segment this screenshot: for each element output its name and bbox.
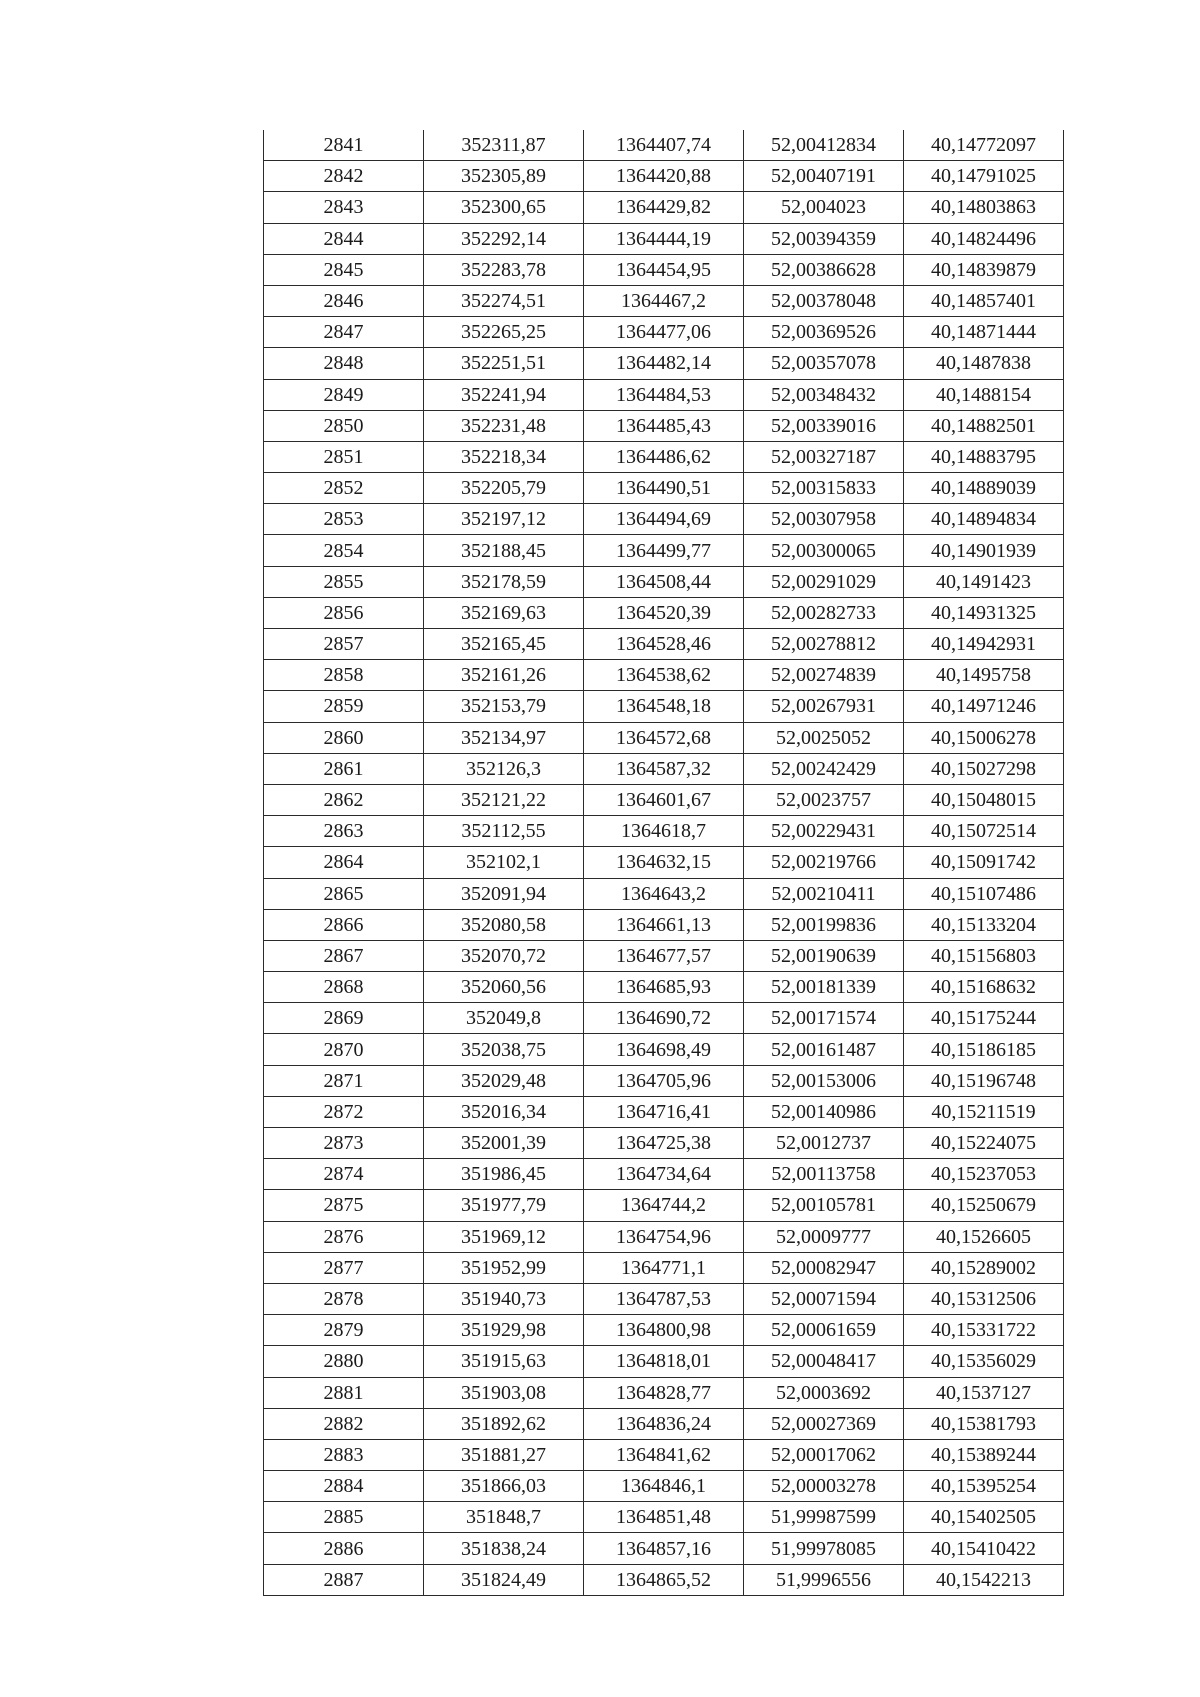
y-coordinate-cell: 1364508,44 (584, 566, 744, 597)
longitude-cell: 40,15410422 (904, 1533, 1064, 1564)
latitude-cell: 52,00357078 (744, 348, 904, 379)
point-number-cell: 2882 (264, 1408, 424, 1439)
x-coordinate-cell: 351838,24 (424, 1533, 584, 1564)
y-coordinate-cell: 1364477,06 (584, 317, 744, 348)
coordinates-table-body (264, 130, 1064, 1595)
latitude-cell: 52,00378048 (744, 285, 904, 316)
latitude-cell: 52,00048417 (744, 1346, 904, 1377)
y-coordinate-cell: 1364685,93 (584, 972, 744, 1003)
longitude-cell: 40,14772097 (904, 130, 1064, 161)
y-coordinate-cell: 1364467,2 (584, 285, 744, 316)
latitude-cell: 52,00082947 (744, 1252, 904, 1283)
x-coordinate-cell: 351929,98 (424, 1315, 584, 1346)
longitude-cell: 40,1537127 (904, 1377, 1064, 1408)
longitude-cell: 40,15196748 (904, 1065, 1064, 1096)
x-coordinate-cell: 352134,97 (424, 722, 584, 753)
latitude-cell: 52,00210411 (744, 878, 904, 909)
x-coordinate-cell: 352169,63 (424, 597, 584, 628)
table-row (264, 1003, 1064, 1034)
longitude-cell: 40,15133204 (904, 909, 1064, 940)
y-coordinate-cell: 1364429,82 (584, 192, 744, 223)
point-number-cell: 2843 (264, 192, 424, 223)
table-row (264, 1159, 1064, 1190)
table-row (264, 1533, 1064, 1564)
point-number-cell: 2876 (264, 1221, 424, 1252)
longitude-cell: 40,14889039 (904, 473, 1064, 504)
x-coordinate-cell: 352070,72 (424, 940, 584, 971)
latitude-cell: 51,9996556 (744, 1564, 904, 1595)
latitude-cell: 52,00199836 (744, 909, 904, 940)
longitude-cell: 40,14871444 (904, 317, 1064, 348)
table-row (264, 1128, 1064, 1159)
x-coordinate-cell: 351848,7 (424, 1502, 584, 1533)
table-row (264, 1034, 1064, 1065)
point-number-cell: 2852 (264, 473, 424, 504)
table-row (264, 504, 1064, 535)
y-coordinate-cell: 1364454,95 (584, 254, 744, 285)
point-number-cell: 2875 (264, 1190, 424, 1221)
latitude-cell: 52,00291029 (744, 566, 904, 597)
x-coordinate-cell: 352311,87 (424, 130, 584, 161)
coordinates-table (263, 130, 1064, 1596)
latitude-cell: 51,99978085 (744, 1533, 904, 1564)
latitude-cell: 52,00027369 (744, 1408, 904, 1439)
point-number-cell: 2881 (264, 1377, 424, 1408)
point-number-cell: 2850 (264, 410, 424, 441)
longitude-cell: 40,1526605 (904, 1221, 1064, 1252)
longitude-cell: 40,14931325 (904, 597, 1064, 628)
point-number-cell: 2877 (264, 1252, 424, 1283)
longitude-cell: 40,15395254 (904, 1471, 1064, 1502)
y-coordinate-cell: 1364754,96 (584, 1221, 744, 1252)
longitude-cell: 40,15091742 (904, 847, 1064, 878)
table-row (264, 660, 1064, 691)
point-number-cell: 2851 (264, 441, 424, 472)
x-coordinate-cell: 351903,08 (424, 1377, 584, 1408)
x-coordinate-cell: 352305,89 (424, 161, 584, 192)
table-row (264, 1471, 1064, 1502)
table-row (264, 816, 1064, 847)
x-coordinate-cell: 351881,27 (424, 1439, 584, 1470)
y-coordinate-cell: 1364494,69 (584, 504, 744, 535)
y-coordinate-cell: 1364444,19 (584, 223, 744, 254)
y-coordinate-cell: 1364698,49 (584, 1034, 744, 1065)
point-number-cell: 2885 (264, 1502, 424, 1533)
longitude-cell: 40,15156803 (904, 940, 1064, 971)
table-row (264, 1221, 1064, 1252)
longitude-cell: 40,15224075 (904, 1128, 1064, 1159)
latitude-cell: 52,00412834 (744, 130, 904, 161)
latitude-cell: 52,00113758 (744, 1159, 904, 1190)
point-number-cell: 2841 (264, 130, 424, 161)
point-number-cell: 2871 (264, 1065, 424, 1096)
latitude-cell: 52,004023 (744, 192, 904, 223)
latitude-cell: 52,00105781 (744, 1190, 904, 1221)
x-coordinate-cell: 352161,26 (424, 660, 584, 691)
longitude-cell: 40,14883795 (904, 441, 1064, 472)
y-coordinate-cell: 1364482,14 (584, 348, 744, 379)
point-number-cell: 2880 (264, 1346, 424, 1377)
table-row (264, 223, 1064, 254)
longitude-cell: 40,15006278 (904, 722, 1064, 753)
x-coordinate-cell: 352126,3 (424, 753, 584, 784)
latitude-cell: 52,0009777 (744, 1221, 904, 1252)
y-coordinate-cell: 1364643,2 (584, 878, 744, 909)
x-coordinate-cell: 352265,25 (424, 317, 584, 348)
latitude-cell: 52,00369526 (744, 317, 904, 348)
longitude-cell: 40,14791025 (904, 161, 1064, 192)
latitude-cell: 52,00339016 (744, 410, 904, 441)
y-coordinate-cell: 1364787,53 (584, 1283, 744, 1314)
longitude-cell: 40,15186185 (904, 1034, 1064, 1065)
x-coordinate-cell: 352274,51 (424, 285, 584, 316)
point-number-cell: 2846 (264, 285, 424, 316)
x-coordinate-cell: 352121,22 (424, 784, 584, 815)
y-coordinate-cell: 1364490,51 (584, 473, 744, 504)
y-coordinate-cell: 1364865,52 (584, 1564, 744, 1595)
latitude-cell: 52,00348432 (744, 379, 904, 410)
longitude-cell: 40,15027298 (904, 753, 1064, 784)
table-row (264, 1096, 1064, 1127)
table-row (264, 1346, 1064, 1377)
table-row (264, 909, 1064, 940)
latitude-cell: 52,00171574 (744, 1003, 904, 1034)
y-coordinate-cell: 1364828,77 (584, 1377, 744, 1408)
longitude-cell: 40,15389244 (904, 1439, 1064, 1470)
table-row (264, 940, 1064, 971)
table-row (264, 597, 1064, 628)
latitude-cell: 52,00407191 (744, 161, 904, 192)
x-coordinate-cell: 352231,48 (424, 410, 584, 441)
latitude-cell: 52,00153006 (744, 1065, 904, 1096)
x-coordinate-cell: 352197,12 (424, 504, 584, 535)
point-number-cell: 2883 (264, 1439, 424, 1470)
latitude-cell: 52,00219766 (744, 847, 904, 878)
x-coordinate-cell: 351940,73 (424, 1283, 584, 1314)
x-coordinate-cell: 351952,99 (424, 1252, 584, 1283)
y-coordinate-cell: 1364420,88 (584, 161, 744, 192)
table-row (264, 192, 1064, 223)
latitude-cell: 52,00307958 (744, 504, 904, 535)
table-row (264, 1065, 1064, 1096)
table-row (264, 566, 1064, 597)
x-coordinate-cell: 351824,49 (424, 1564, 584, 1595)
point-number-cell: 2848 (264, 348, 424, 379)
longitude-cell: 40,15402505 (904, 1502, 1064, 1533)
point-number-cell: 2863 (264, 816, 424, 847)
table-row (264, 1408, 1064, 1439)
table-row (264, 441, 1064, 472)
point-number-cell: 2844 (264, 223, 424, 254)
longitude-cell: 40,1495758 (904, 660, 1064, 691)
table-row (264, 722, 1064, 753)
y-coordinate-cell: 1364486,62 (584, 441, 744, 472)
x-coordinate-cell: 351915,63 (424, 1346, 584, 1377)
table-row (264, 473, 1064, 504)
table-row (264, 1190, 1064, 1221)
y-coordinate-cell: 1364587,32 (584, 753, 744, 784)
y-coordinate-cell: 1364677,57 (584, 940, 744, 971)
table-row (264, 130, 1064, 161)
longitude-cell: 40,15107486 (904, 878, 1064, 909)
point-number-cell: 2855 (264, 566, 424, 597)
x-coordinate-cell: 352188,45 (424, 535, 584, 566)
y-coordinate-cell: 1364857,16 (584, 1533, 744, 1564)
point-number-cell: 2860 (264, 722, 424, 753)
point-number-cell: 2870 (264, 1034, 424, 1065)
table-row (264, 1283, 1064, 1314)
table-row (264, 317, 1064, 348)
point-number-cell: 2887 (264, 1564, 424, 1595)
longitude-cell: 40,15289002 (904, 1252, 1064, 1283)
latitude-cell: 52,00229431 (744, 816, 904, 847)
table-row (264, 1315, 1064, 1346)
x-coordinate-cell: 352218,34 (424, 441, 584, 472)
latitude-cell: 52,00315833 (744, 473, 904, 504)
y-coordinate-cell: 1364485,43 (584, 410, 744, 441)
x-coordinate-cell: 352049,8 (424, 1003, 584, 1034)
point-number-cell: 2873 (264, 1128, 424, 1159)
point-number-cell: 2856 (264, 597, 424, 628)
y-coordinate-cell: 1364836,24 (584, 1408, 744, 1439)
latitude-cell: 52,00282733 (744, 597, 904, 628)
longitude-cell: 40,15048015 (904, 784, 1064, 815)
latitude-cell: 52,00394359 (744, 223, 904, 254)
longitude-cell: 40,14803863 (904, 192, 1064, 223)
latitude-cell: 52,00161487 (744, 1034, 904, 1065)
longitude-cell: 40,15250679 (904, 1190, 1064, 1221)
x-coordinate-cell: 352300,65 (424, 192, 584, 223)
point-number-cell: 2868 (264, 972, 424, 1003)
x-coordinate-cell: 352112,55 (424, 816, 584, 847)
point-number-cell: 2884 (264, 1471, 424, 1502)
table-row (264, 972, 1064, 1003)
table-row (264, 847, 1064, 878)
x-coordinate-cell: 352001,39 (424, 1128, 584, 1159)
table-row (264, 161, 1064, 192)
y-coordinate-cell: 1364528,46 (584, 629, 744, 660)
latitude-cell: 52,0025052 (744, 722, 904, 753)
y-coordinate-cell: 1364818,01 (584, 1346, 744, 1377)
x-coordinate-cell: 352292,14 (424, 223, 584, 254)
latitude-cell: 52,00274839 (744, 660, 904, 691)
longitude-cell: 40,15211519 (904, 1096, 1064, 1127)
y-coordinate-cell: 1364548,18 (584, 691, 744, 722)
point-number-cell: 2853 (264, 504, 424, 535)
table-row (264, 379, 1064, 410)
longitude-cell: 40,14901939 (904, 535, 1064, 566)
table-row (264, 878, 1064, 909)
longitude-cell: 40,1487838 (904, 348, 1064, 379)
y-coordinate-cell: 1364484,53 (584, 379, 744, 410)
latitude-cell: 52,0003692 (744, 1377, 904, 1408)
table-row (264, 753, 1064, 784)
x-coordinate-cell: 352029,48 (424, 1065, 584, 1096)
table-row (264, 1377, 1064, 1408)
point-number-cell: 2886 (264, 1533, 424, 1564)
point-number-cell: 2869 (264, 1003, 424, 1034)
y-coordinate-cell: 1364725,38 (584, 1128, 744, 1159)
y-coordinate-cell: 1364520,39 (584, 597, 744, 628)
x-coordinate-cell: 351977,79 (424, 1190, 584, 1221)
latitude-cell: 52,00071594 (744, 1283, 904, 1314)
longitude-cell: 40,14824496 (904, 223, 1064, 254)
latitude-cell: 51,99987599 (744, 1502, 904, 1533)
y-coordinate-cell: 1364705,96 (584, 1065, 744, 1096)
y-coordinate-cell: 1364407,74 (584, 130, 744, 161)
point-number-cell: 2878 (264, 1283, 424, 1314)
latitude-cell: 52,00061659 (744, 1315, 904, 1346)
longitude-cell: 40,14942931 (904, 629, 1064, 660)
latitude-cell: 52,00190639 (744, 940, 904, 971)
point-number-cell: 2842 (264, 161, 424, 192)
y-coordinate-cell: 1364841,62 (584, 1439, 744, 1470)
longitude-cell: 40,1491423 (904, 566, 1064, 597)
y-coordinate-cell: 1364771,1 (584, 1252, 744, 1283)
longitude-cell: 40,14857401 (904, 285, 1064, 316)
point-number-cell: 2859 (264, 691, 424, 722)
x-coordinate-cell: 352251,51 (424, 348, 584, 379)
point-number-cell: 2879 (264, 1315, 424, 1346)
longitude-cell: 40,15175244 (904, 1003, 1064, 1034)
point-number-cell: 2849 (264, 379, 424, 410)
point-number-cell: 2845 (264, 254, 424, 285)
longitude-cell: 40,14971246 (904, 691, 1064, 722)
x-coordinate-cell: 351969,12 (424, 1221, 584, 1252)
longitude-cell: 40,14882501 (904, 410, 1064, 441)
longitude-cell: 40,15168632 (904, 972, 1064, 1003)
table-row (264, 1252, 1064, 1283)
y-coordinate-cell: 1364846,1 (584, 1471, 744, 1502)
latitude-cell: 52,0023757 (744, 784, 904, 815)
x-coordinate-cell: 351892,62 (424, 1408, 584, 1439)
x-coordinate-cell: 352016,34 (424, 1096, 584, 1127)
x-coordinate-cell: 351986,45 (424, 1159, 584, 1190)
y-coordinate-cell: 1364851,48 (584, 1502, 744, 1533)
y-coordinate-cell: 1364601,67 (584, 784, 744, 815)
latitude-cell: 52,00267931 (744, 691, 904, 722)
table-row (264, 1439, 1064, 1470)
table-row (264, 535, 1064, 566)
point-number-cell: 2865 (264, 878, 424, 909)
x-coordinate-cell: 352080,58 (424, 909, 584, 940)
x-coordinate-cell: 352205,79 (424, 473, 584, 504)
table-row (264, 285, 1064, 316)
x-coordinate-cell: 352038,75 (424, 1034, 584, 1065)
point-number-cell: 2858 (264, 660, 424, 691)
table-row (264, 629, 1064, 660)
point-number-cell: 2864 (264, 847, 424, 878)
point-number-cell: 2847 (264, 317, 424, 348)
longitude-cell: 40,14894834 (904, 504, 1064, 535)
table-row (264, 1502, 1064, 1533)
y-coordinate-cell: 1364661,13 (584, 909, 744, 940)
x-coordinate-cell: 352060,56 (424, 972, 584, 1003)
x-coordinate-cell: 352102,1 (424, 847, 584, 878)
table-row (264, 784, 1064, 815)
point-number-cell: 2867 (264, 940, 424, 971)
table-row (264, 254, 1064, 285)
longitude-cell: 40,15356029 (904, 1346, 1064, 1377)
latitude-cell: 52,0012737 (744, 1128, 904, 1159)
latitude-cell: 52,00242429 (744, 753, 904, 784)
latitude-cell: 52,00386628 (744, 254, 904, 285)
latitude-cell: 52,00140986 (744, 1096, 904, 1127)
y-coordinate-cell: 1364690,72 (584, 1003, 744, 1034)
x-coordinate-cell: 352178,59 (424, 566, 584, 597)
table-row (264, 410, 1064, 441)
y-coordinate-cell: 1364499,77 (584, 535, 744, 566)
latitude-cell: 52,00181339 (744, 972, 904, 1003)
y-coordinate-cell: 1364734,64 (584, 1159, 744, 1190)
x-coordinate-cell: 351866,03 (424, 1471, 584, 1502)
longitude-cell: 40,15381793 (904, 1408, 1064, 1439)
longitude-cell: 40,1542213 (904, 1564, 1064, 1595)
latitude-cell: 52,00017062 (744, 1439, 904, 1470)
point-number-cell: 2857 (264, 629, 424, 660)
longitude-cell: 40,1488154 (904, 379, 1064, 410)
x-coordinate-cell: 352241,94 (424, 379, 584, 410)
y-coordinate-cell: 1364744,2 (584, 1190, 744, 1221)
table-row (264, 1564, 1064, 1595)
point-number-cell: 2866 (264, 909, 424, 940)
y-coordinate-cell: 1364800,98 (584, 1315, 744, 1346)
latitude-cell: 52,00278812 (744, 629, 904, 660)
latitude-cell: 52,00300065 (744, 535, 904, 566)
x-coordinate-cell: 352283,78 (424, 254, 584, 285)
y-coordinate-cell: 1364716,41 (584, 1096, 744, 1127)
table-row (264, 691, 1064, 722)
latitude-cell: 52,00003278 (744, 1471, 904, 1502)
point-number-cell: 2872 (264, 1096, 424, 1127)
y-coordinate-cell: 1364632,15 (584, 847, 744, 878)
point-number-cell: 2854 (264, 535, 424, 566)
point-number-cell: 2861 (264, 753, 424, 784)
y-coordinate-cell: 1364538,62 (584, 660, 744, 691)
longitude-cell: 40,15237053 (904, 1159, 1064, 1190)
longitude-cell: 40,14839879 (904, 254, 1064, 285)
point-number-cell: 2862 (264, 784, 424, 815)
x-coordinate-cell: 352153,79 (424, 691, 584, 722)
latitude-cell: 52,00327187 (744, 441, 904, 472)
x-coordinate-cell: 352165,45 (424, 629, 584, 660)
x-coordinate-cell: 352091,94 (424, 878, 584, 909)
longitude-cell: 40,15331722 (904, 1315, 1064, 1346)
y-coordinate-cell: 1364572,68 (584, 722, 744, 753)
point-number-cell: 2874 (264, 1159, 424, 1190)
longitude-cell: 40,15072514 (904, 816, 1064, 847)
longitude-cell: 40,15312506 (904, 1283, 1064, 1314)
y-coordinate-cell: 1364618,7 (584, 816, 744, 847)
table-row (264, 348, 1064, 379)
